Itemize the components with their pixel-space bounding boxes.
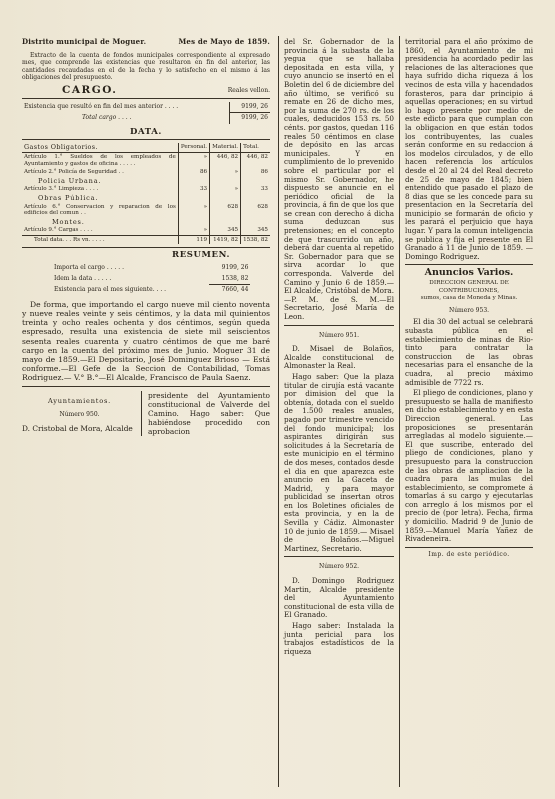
table-row: Artículo 1.° Sueldos de los empleados de Ayuntamiento y gastos de oficina . . . . . » 446, 82 446, 82 — [24, 153, 268, 167]
misael-intro: D. Misael de Bolaños, Alcalde constitucional de Almonaster la Real. — [284, 344, 394, 371]
table-row: Artículo 9.° Cargas . . . . » 345 345 — [22, 226, 270, 235]
direccion-general: DIRECCION GENERAL DE CONTRIBUCIONES, — [429, 280, 509, 294]
column-divider — [399, 36, 400, 787]
table-row: Artículo 3.° Limpieza . . . . 33 » 33 — [24, 186, 268, 193]
numero-952: Número 952. — [318, 563, 360, 571]
month-heading: Mes de Mayo de 1859. — [178, 37, 270, 46]
column-divider — [278, 36, 279, 787]
montes-heading: Montes. — [52, 217, 85, 226]
data-header-gastos: Gastos Obligatorios. — [24, 143, 98, 152]
table-row: Artículo 2.° Policía de Seguridad . . 86 » 86 — [24, 169, 268, 176]
domingo-intro: D. Domingo Rodriguez Martin, Alcalde presidente del Ayuntamiento constitucional de esta villa de El Granado. — [284, 576, 394, 620]
valverde-text: presidente del Ayuntamiento constitucional de Valverde del Camino. Hago saber: Que habiéndose procedido con aprobacion — [148, 390, 270, 436]
cargo-column-header: Reales vellon. — [227, 86, 270, 94]
policia-urbana-heading: Policia Urbana. — [38, 176, 102, 185]
header-line — [22, 38, 270, 47]
granado-paragraph: territorial para el año próximo de 1860, el Ayuntamiento de mi presidencia ha acordado pedir las relaciones de las alteraciones que haya sufrido dicha riqueza á los vecinos de esta villa y hacendados forasteros, para dar principio á aquellas operaciones; en su virtud lo hago presente por medio de este edicto para que cumplan con la obligacion en que están todos los contribuyentes, las cuales serán conforme en su redaccion á los modelos circulados, y de ello hacen referencia los artículos desde el 20 al 24 del Real decreto de 25 de mayo de 1845; bien entendido que pasado el plazo de 8 dias que se les concede para su presentacion en la Secretaría del municipio se formarán de oficio y les parará el perjuicio que haya lugar. Y para la comun inteligencia se publica y fija el presente en El Granado á 11 de Junio de 1859. —Domingo Rodriguez. — [405, 37, 533, 261]
column-2 — [284, 38, 394, 658]
imprenta-line: Imp. de este periódico. — [428, 550, 510, 558]
data-header-total: Total. — [241, 143, 270, 152]
data-table — [22, 143, 270, 244]
numero-951: Número 951. — [318, 331, 360, 339]
existencia-label: Existencia que resultó en fin del mes anterior . . . . — [24, 102, 179, 110]
yegua-paragraph: del Sr. Gobernador de la provincia á la subasta de la yegua que se hallaba depositada en esta villa, y cuyo anuncio se insertó en el Boletin del 6 de diciembre del año último, se verificó su remate en 26 de dicho mes, por la suma de 270 rs. de los cuales, deducidos 153 rs. 50 cénts. por gastos, quedan 116 reales 50 céntimos en clase de depósito en las arcas municipales. Y en cumplimiento de lo prevenido sobre el particular por el mismo Sr. Gobernador, he dispuesto se anuncie en el periódico oficial de la provincia, á fin de que los que se crean con derecho á dicha suma deduzcan sus pretensiones; en el concepto de que trascurrido un año, deberá dar cuenta al repetido Sr. Gobernador para que se sirva acordar lo que corresponda. Valverde del Camino y Junio 6 de 1859.—El Alcalde, Cristóbal de Mora. —P. M. de S. M.—El Secretario, José María de Leon. — [284, 37, 394, 321]
numero-953: Número 953. — [448, 306, 490, 314]
total-cargo-label: Total cargo . . . . — [82, 113, 132, 121]
existencia-value: 9199, 26 — [229, 102, 270, 113]
ayuntamientos-title: Ayuntamientos. — [47, 396, 112, 405]
anuncios-title: Anuncios Varios. — [424, 267, 514, 279]
total-cargo-value: 9199, 26 — [229, 113, 270, 124]
table-row: Artículo 6.° Conservacion y reparacion de los edificios del comun . . » 628 628 — [24, 203, 268, 217]
direccion-sub: sumos, casa de Moneda y Minas. — [420, 295, 518, 302]
column-3 — [405, 38, 533, 558]
subasta-paragraph: El dia 30 del actual se celebrará subasta pública en el establecimiento de minas de Rio-tinto para contratar la construccion de las obras necesarias para el ensanche de la cuadra, al precio máximo admisible de 7722 rs. — [405, 317, 533, 387]
column-1 — [22, 38, 270, 436]
summary-paragraph: De forma, que importando el cargo nueve mil ciento noventa y nueve reales veinte y seis céntimos, y la data mil quinientos treinta y ocho reales ochenta y dos céntimos, según queda espresado, resulta una existencia de siete mil seiscientos sesenta reales cuarenta y cuatro céntimos de que me baré cargo en la cuenta del próximo mes de Junio. Moguer 31 de mayo de 1859.—El Depositario, José Dominguez Brioso — Está conforme.—El Gefe de la Seccion de Contabilidad, Tomas Rodriguez.— V.° B.°—El Alcalde, Francisco de Paula Saenz. — [22, 299, 270, 383]
cristobal-de-mora-text: D. Cristobal de Mora, Alcalde — [22, 423, 133, 433]
intro-paragraph: Extracto de la cuenta de fondos municipales correspondiente al expresado mes, que comprende las existencias que resultaron en fin del anterior, las cantidades recaudadas en el de la fecha y lo satisfecho en el mismo á las obligaciones del presupuesto. — [22, 51, 270, 82]
total-row: Total data. . . Rs vn. . . . . 119 1419, 82 1538, 82 — [22, 235, 270, 244]
district-heading: Distrito municipal de Moguer. — [22, 37, 147, 46]
resumen-title: RESUMEN. — [172, 250, 230, 261]
obras-publicas-heading: Obras Pública. — [38, 193, 99, 202]
numero-950: Número 950. — [59, 411, 100, 419]
pliego-paragraph: El pliego de condiciones, plano y presupuesto se halla de manifiesto en dicho establecimiento y en esta Direccion general. Las proposiciones se presentarán arregladas al modelo siguiente.—El que suscribe, enterado del pliego de condiciones, plano y presupuesto para la construccion de las obras de ampliacion de la cuadra para las mulas del establecimiento, se compromete á tomarlas á su cargo y ejecutarlas con arreglo á los mismos por el precio de (por letra). Fecha, firma y domicilio. Madrid 9 de Junio de 1859.—Manuel María Yañez de Rivadeneira. — [405, 388, 533, 544]
cargo-table — [22, 102, 270, 124]
data-header-material: Material. — [210, 143, 241, 152]
cirujia-paragraph: Hago saber: Que la plaza titular de cirujía está vacante por dimision del que la obtenía, dotada con el sueldo de 1.500 reales anuales, pagado por trimestre vencido del fondo municipal; los aspirantes dirigirán sus solicitudes á la Secretaría de este municipio en el término de dos meses, contados desde el dia en que aparezca este anuncio en la Gaceta de Madrid, y para mayor publicidad se insertan otros en los Boletines oficiales de esta provincia, y en la de Sevilla y Cádiz. Almonaster 10 de junio de 1859.— Misael de Bolaños.—Miguel Martinez, Secretario. — [284, 371, 394, 553]
data-title: DATA. — [130, 126, 162, 137]
data-header-personal: Personal. — [178, 143, 209, 152]
resumen-table: Importa el cargo . . . . . 9199, 26 Idem la data . . . . . 1538, 82 Existencia para el mes siguiente. . . . 7660, 44 — [54, 264, 249, 294]
cargo-title: CARGO. — [62, 83, 118, 96]
junta-pericial-paragraph: Hago saber: Instalada la junta pericial para los trabajos estadísticos de la riqueza — [284, 621, 394, 656]
